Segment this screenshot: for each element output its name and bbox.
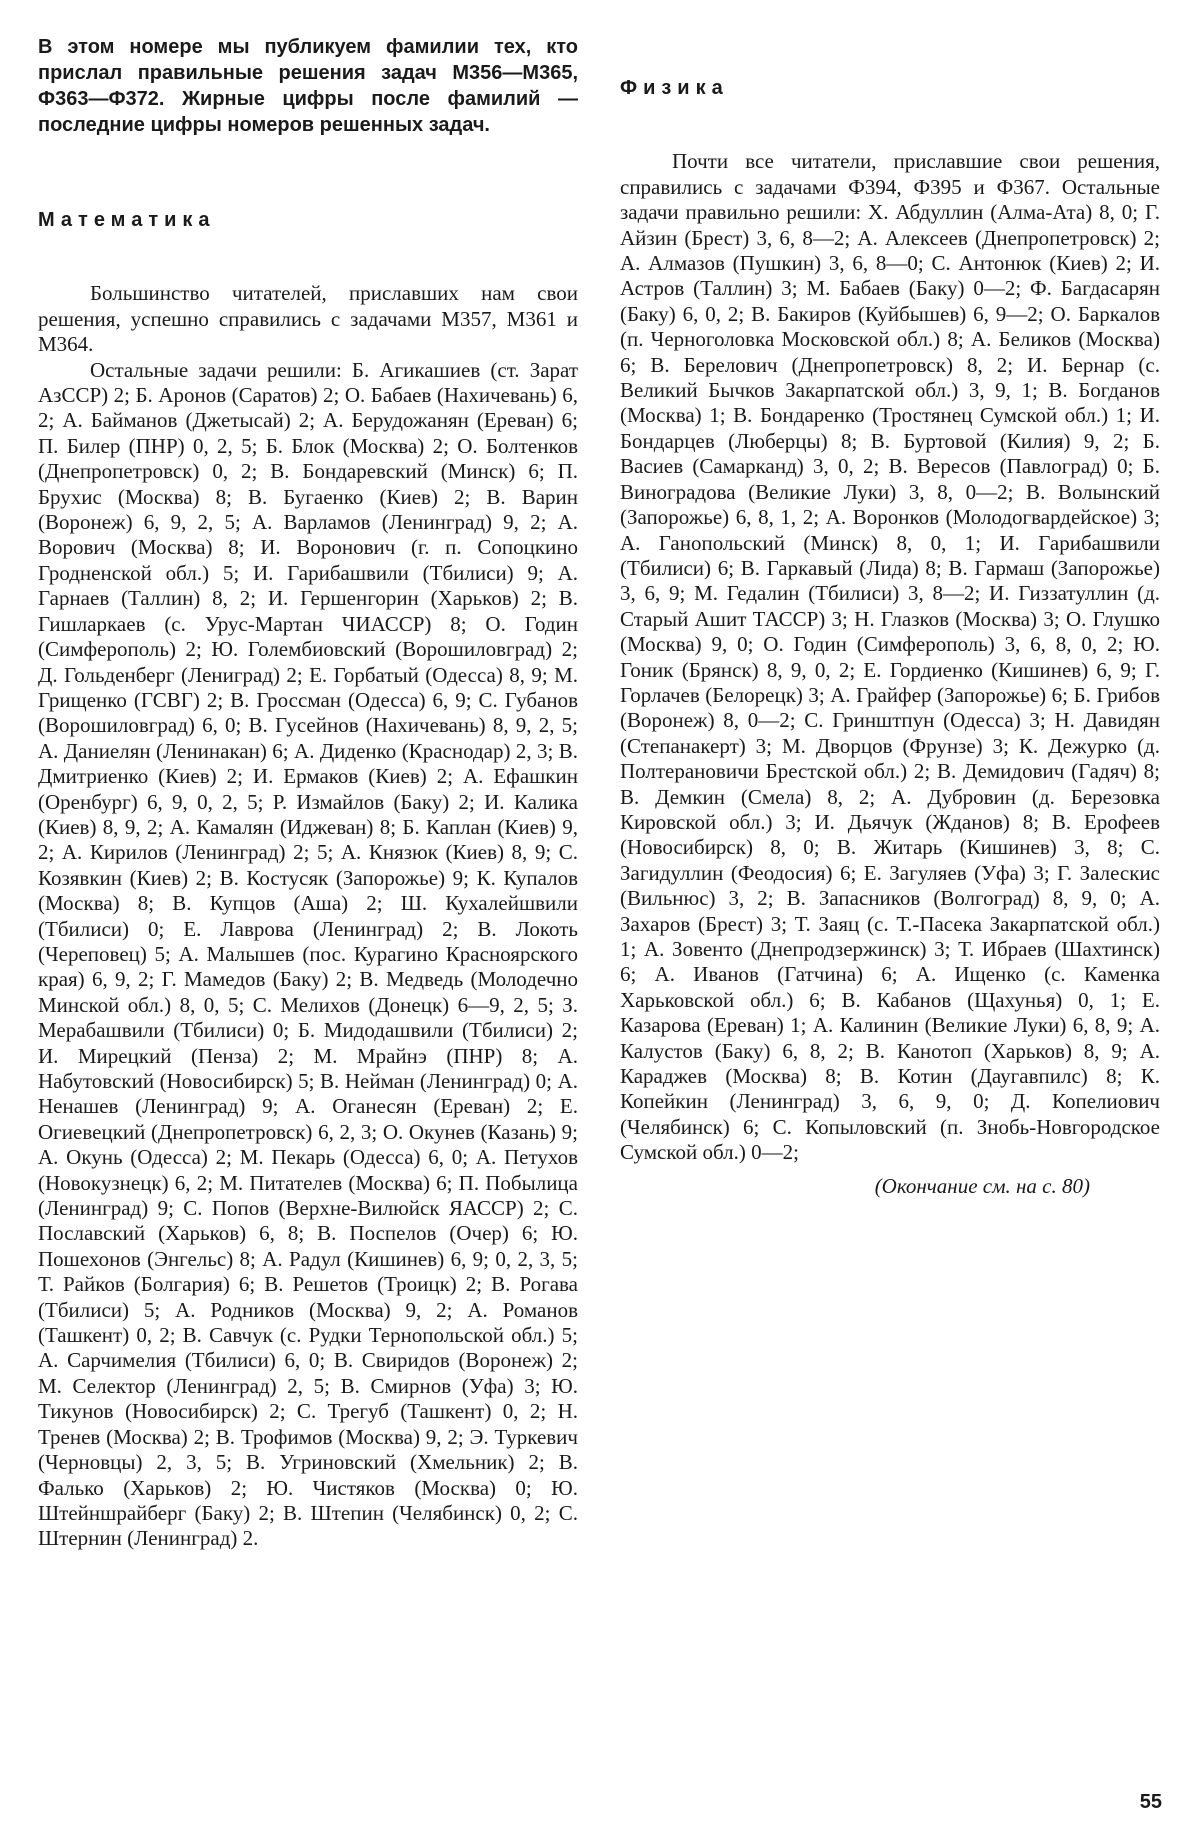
right-column (620, 34, 1160, 1199)
physics-heading: Физика (620, 77, 729, 99)
math-heading: Математика (38, 209, 216, 231)
math-solvers-list: Остальные задачи решили: Б. Агикашиев (ст. Зарат АзССР) 2; Б. Аронов (Саратов) 2; О. Бабаев (Нахичевань) 6, 2; А. Байманов (Джетысай) 2; А. Берудожанян (Ереван) 6; П. Билер (ПНР) 0, 2, 5; Б. Блок (Москва) 2; О. Болтенков (Днепропетровск) 0, 2; В. Бондаревский (Минск) 6; П. Брухис (Москва) 8; В. Бугаенко (Киев) 2; В. Варин (Воронеж) 6, 9, 2, 5; А. Варламов (Ленинград) 9, 2; А. Ворович (Москва) 8; И. Воронович (г. п. Сопоцкино Гродненской обл.) 5; И. Гарибашвили (Тбилиси) 9; А. Гарнаев (Таллин) 8, 2; И. Гершенгорин (Харьков) 2; В. Гишларкаев (с. Урус-Мартан ЧИАССР) 8; О. Годин (Симферополь) 2; Ю. Голембиовский (Ворошиловград) 2; Д. Гольденберг (Лениград) 2; Е. Горбатый (Одесса) 8, 9; М. Грищенко (ГСВГ) 2; В. Гроссман (Одесса) 6, 9; С. Губанов (Ворошиловград) 6, 0; В. Гусейнов (Нахичевань) 8, 9, 2, 5; А. Даниелян (Ленинакан) 6; А. Диденко (Краснодар) 2, 3; В. Дмитриенко (Киев) 2; И. Ермаков (Киев) 2; А. Ефашкин (Оренбург) 6, 9, 0, 2, 5; Р. Измайлов (Баку) 2; И. Калика (Киев) 8, 9, 2; А. Камалян (Иджеван) 8; Б. Каплан (Киев) 9, 2; А. Кирилов (Ленинград) 2; 5; А. Князюк (Киев) 8, 9; С. Козявкин (Киев) 2; В. Костусяк (Запорожье) 9; К. Купалов (Москва) 8; В. Купцов (Аша) 2; Ш. Кухалейшвили (Тбилиси) 0; Е. Лаврова (Ленинград) 2; В. Локоть (Череповец) 5; А. Малышев (пос. Курагино Красноярского края) 6, 9, 2; Г. Мамедов (Баку) 2; В. Медведь (Молодечно Минской обл.) 8, 0, 5; С. Мелихов (Донецк) 6—9, 2, 5; З. Мерабашвили (Тбилиси) 0; Б. Мидодашвили (Тбилиси) 2; И. Мирецкий (Пенза) 2; М. Мрайнэ (ПНР) 8; А. Набутовский (Новосибирск) 5; В. Нейман (Ленинград) 0; А. Ненашев (Ленинград) 9; А. Оганесян (Ереван) 2; Е. Огиевецкий (Днепропетровск) 6, 2, 3; О. Окунев (Казань) 9; А. Окунь (Одесса) 2; М. Пекарь (Одесса) 6, 0; А. Петухов (Новокузнецк) 6, 2; М. Питателев (Москва) 6; П. Побылица (Ленинград) 9; С. Попов (Верхне-Вилюйск ЯАССР) 2; С. Пославский (Харьков) 6, 8; В. Поспелов (Очер) 6; Ю. Пошехонов (Энгельс) 8; А. Радул (Кишинев) 6, 9; 0, 2, 3, 5; Т. Райков (Болгария) 6; В. Решетов (Троицк) 2; В. Рогава (Тбилиси) 5; А. Родников (Москва) 9, 2; А. Романов (Ташкент) 0, 2; В. Савчук (с. Рудки Тернопольской обл.) 5; А. Сарчимелия (Тбилиси) 6, 0; В. Свиридов (Воронеж) 2; М. Селектор (Ленинград) 2, 5; В. Смирнов (Уфа) 3; Ю. Тикунов (Новосибирск) 2; С. Трегуб (Ташкент) 0, 2; Н. Тренев (Москва) 2; В. Трофимов (Москва) 9, 2; Э. Туркевич (Черновцы) 2, 3, 5; В. Угриновский (Хмельник) 2; В. Фалько (Харьков) 2; Ю. Чистяков (Москва) 0; Ю. Штейншрайберг (Баку) 2; В. Штепин (Челябинск) 0, 2; С. Штернин (Ленинград) 2. (38, 357, 578, 1551)
page-number: 55 (1139, 1791, 1162, 1813)
intro-paragraph: В этом номере мы публикуем фамилии тех, кто прислал правильные решения задач М356—М365, Ф363—Ф372. Жирные цифры после фамилий — последние цифры номеров решенных задач. (38, 36, 578, 136)
math-summary: Большинство читателей, приславших нам свои решения, успешно справились с задачами М357, М361 и М364. (38, 281, 578, 357)
continuation-note: (Окончание см. на с. 80) (874, 1173, 1090, 1198)
physics-solvers-list: Почти все читатели, приславшие свои решения, справились с задачами Ф394, Ф395 и Ф367. Остальные задачи правильно решили: Х. Абдуллин (Алма-Ата) 8, 0; Г. Айзин (Брест) 3, 6, 8—2; А. Алексеев (Днепропетровск) 2; А. Алмазов (Пушкин) 3, 6, 8—0; С. Антонюк (Киев) 2; И. Астров (Таллин) 3; М. Бабаев (Баку) 0—2; Ф. Багдасарян (Баку) 6, 0, 2; В. Бакиров (Куйбышев) 6, 9—2; О. Баркалов (п. Черноголовка Московской обл.) 8; А. Беликов (Москва) 6; В. Берелович (Днепропетровск) 8, 2; И. Бернар (с. Великий Бычков Закарпатской обл.) 3, 9, 1; В. Богданов (Москва) 1; В. Бондаренко (Тростянец Сумской обл.) 1; И. Бондарцев (Люберцы) 8; В. Буртовой (Килия) 9, 2; Б. Васиев (Самарканд) 3, 0, 2; В. Вересов (Павлоград) 0; Б. Виноградова (Великие Луки) 3, 8, 0—2; В. Волынский (Запорожье) 6, 8, 1, 2; А. Воронков (Молодогвардейское) 3; А. Ганопольский (Минск) 8, 0, 1; И. Гарибашвили (Тбилиси) 6; В. Гаркавый (Лида) 8; В. Гармаш (Запорожье) 3, 6, 9; М. Гедалин (Тбилиси) 3, 8—2; И. Гиззатуллин (д. Старый Ашит ТАССР) 3; Н. Глазков (Москва) 3; О. Глушко (Москва) 9, 0; О. Годин (Симферополь) 3, 6, 8, 0, 2; Ю. Гоник (Брянск) 8, 9, 0, 2; Е. Гордиенко (Кишинев) 6, 9; Г. Горлачев (Белорецк) 3; А. Грайфер (Запорожье) 6; Б. Грибов (Воронеж) 8, 0—2; С. Гринштпун (Одесса) 3; Н. Давидян (Степанакерт) 3; М. Дворцов (Фрунзе) 3; К. Дежурко (д. Полтерановичи Брестской обл.) 2; В. Демидович (Гадяч) 8; В. Демкин (Смела) 8, 2; А. Дубровин (д. Березовка Кировской обл.) 3; И. Дьячук (Жданов) 8; В. Ерофеев (Новосибирск) 8, 0; В. Житарь (Кишинев) 3, 8; С. Загидуллин (Феодосия) 6; Е. Загуляев (Уфа) 3; Г. Залескис (Вильнюс) 3, 2; В. Запасников (Волгоград) 8, 9, 0; А. Захаров (Брест) 3; Т. Заяц (с. Т.-Пасека Закарпатской обл.) 1; А. Зовенто (Днепродзержинск) 3; Т. Ибраев (Шахтинск) 6; А. Иванов (Гатчина) 6; А. Ищенко (с. Каменка Харьковской обл.) 6; В. Кабанов (Щахунья) 0, 1; Е. Казарова (Ереван) 1; А. Калинин (Великие Луки) 6, 8, 9; А. Калустов (Баку) 6, 8, 2; В. Канотоп (Харьков) 8, 9; А. Караджев (Москва) 8; В. Котин (Даугавпилс) 8; К. Копейкин (Ленинград) 3, 6, 9, 0; Д. Копелиович (Челябинск) 6; С. Копыловский (п. Знобь-Новгородское Сумской обл.) 0—2; (620, 149, 1160, 1165)
left-column (38, 34, 578, 1552)
